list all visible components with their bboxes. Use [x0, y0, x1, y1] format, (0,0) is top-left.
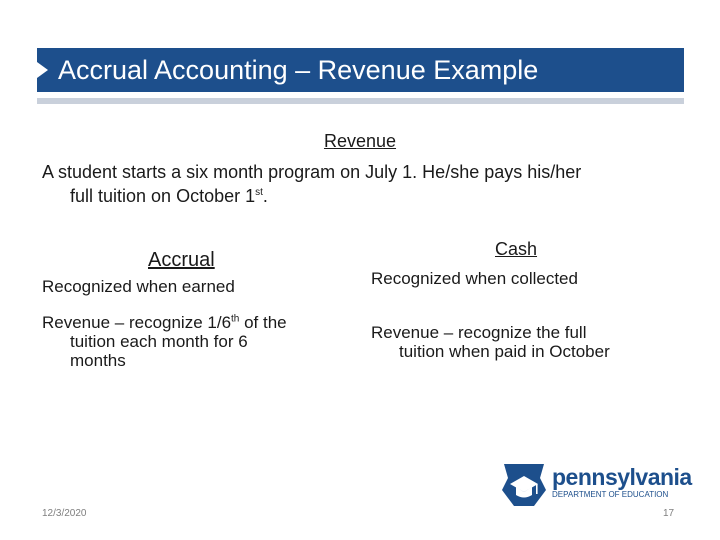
intro-line-2-text: full tuition on October 1 — [70, 186, 256, 206]
intro-paragraph — [42, 160, 682, 208]
revenue-heading: Revenue — [323, 131, 397, 151]
accrual-heading: Accrual — [148, 249, 215, 271]
cash-detail-line-2: tuition when paid in October — [399, 342, 610, 361]
cash-heading: Cash — [495, 239, 538, 259]
intro-line-2-end: . — [262, 186, 268, 206]
cash-recognized: Recognized when collected — [371, 269, 578, 288]
accrual-detail-line-2: tuition each month for 6 — [70, 332, 248, 351]
title-underline-rule — [37, 98, 684, 104]
intro-superscript: st — [255, 187, 263, 198]
intro-line-1: A student starts a six month program on July 1. He/she pays his/her — [42, 162, 582, 182]
keystone-graduation-cap-icon — [500, 460, 548, 508]
cash-detail-line-1: Revenue – recognize the full — [371, 323, 587, 342]
accrual-detail-line-1-text: Revenue – recognize 1/6 — [42, 313, 232, 332]
title-arrow-icon — [37, 62, 48, 78]
slide-title: Accrual Accounting – Revenue Example — [58, 55, 539, 85]
logo-wordmark: pennsylvania — [552, 464, 692, 490]
intro-line-2 — [42, 184, 682, 208]
accrual-detail — [42, 313, 287, 370]
accrual-detail-line-1 — [42, 313, 287, 332]
accrual-superscript: th — [231, 313, 240, 325]
logo-subtitle: DEPARTMENT OF EDUCATION — [552, 490, 669, 499]
accrual-recognized: Recognized when earned — [42, 277, 235, 296]
slide-number: 17 — [663, 508, 675, 519]
cash-detail — [371, 323, 610, 361]
footer-date: 12/3/2020 — [42, 508, 87, 519]
accrual-detail-line-3: months — [70, 351, 126, 370]
pennsylvania-education-logo — [500, 460, 692, 510]
accrual-detail-line-1-end: of the — [239, 313, 287, 332]
